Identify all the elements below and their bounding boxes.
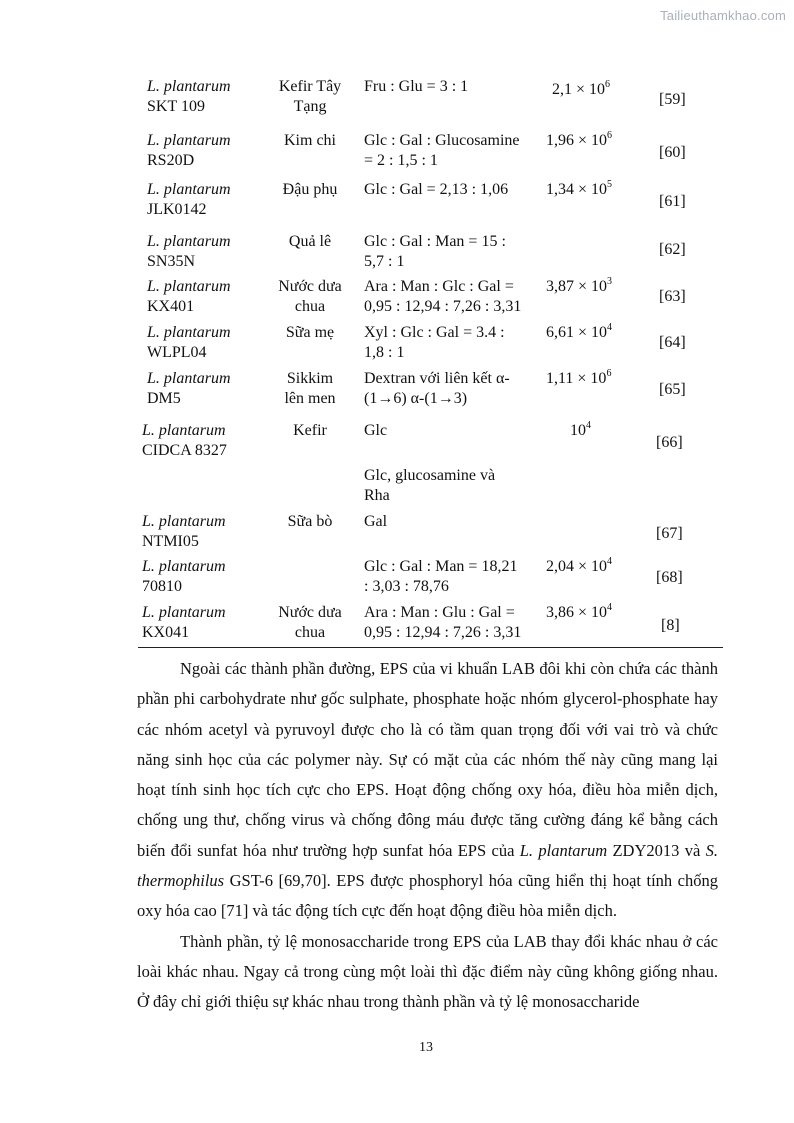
reference-cell: [64] [659, 334, 686, 351]
strain-name: RS20D [147, 152, 195, 169]
exponent: 4 [586, 419, 591, 431]
molecular-weight: $1,11 \times 10^6$ [546, 367, 612, 387]
watermark: Tailieuthamkhao.com [660, 8, 786, 23]
source-cell: Đậu phụ [282, 181, 338, 198]
exponent: 4 [607, 601, 613, 613]
source-cell: Sữa bò [287, 513, 333, 530]
composition-cell: Glc : Gal : Man = 15 : [364, 233, 506, 250]
reference-cell: [67] [656, 525, 683, 542]
organism-name: L. plantarum [147, 324, 231, 341]
source-cell-line2: Tạng [293, 98, 327, 115]
reference-cell: [60] [659, 144, 686, 161]
composition-cell-line2: 1,8 : 1 [364, 344, 405, 361]
organism-name: L. plantarum [147, 233, 231, 250]
exponent: 6 [605, 78, 611, 90]
organism-name: L. plantarum [142, 513, 226, 530]
source-cell: Nước dưa [278, 278, 342, 295]
composition-cell: Ara : Man : Glc : Gal = [364, 278, 514, 295]
source-cell: Sikkim [286, 370, 334, 387]
composition-cell-line2: : 3,03 : 78,76 [364, 578, 449, 595]
reference-cell: [68] [656, 569, 683, 586]
reference-cell: [65] [659, 381, 686, 398]
composition-cell: Glc [364, 422, 388, 439]
exponent: 4 [607, 555, 613, 567]
composition-cell: Fru : Glu = 3 : 1 [364, 78, 469, 95]
composition-cell-line2: = 2 : 1,5 : 1 [364, 152, 438, 169]
body-text [137, 654, 718, 1018]
organism-name: L. plantarum [142, 604, 226, 621]
composition-cell-line2: (1→6) α-(1→3) [364, 390, 468, 407]
molecular-weight: $2,04 \times 10^4$ [546, 555, 613, 575]
molecular-weight: $3,87 \times 10^3$ [546, 275, 613, 295]
source-cell: Sữa mẹ [285, 324, 335, 341]
organism-name: L. plantarum [147, 278, 231, 295]
strain-name: JLK0142 [147, 201, 207, 218]
composition-cell-line2: 5,7 : 1 [364, 253, 405, 270]
strain-name: WLPL04 [147, 344, 207, 361]
composition-cell: Xyl : Glc : Gal = 3.4 : [364, 324, 505, 341]
source-cell: Quả lê [288, 233, 332, 250]
source-cell-line2: chua [294, 298, 326, 315]
composition-cell-line2: 0,95 : 12,94 : 7,26 : 3,31 [364, 298, 522, 315]
paragraph-1: Ngoài các thành phần đường, EPS của vi khuẩn LAB đôi khi còn chứa các thành phần phi carbohydrate như gốc sulphate, phosphate hoặc nhóm glycerol-phosphate hay các nhóm acetyl và pyruvoyl được cho là có tầm quan trọng đối với vai trò và chức năng sinh học của các polymer này. Sự có mặt của các nhóm thế này cũng mang lại hoạt tính sinh học tích cực cho EPS. Hoạt động chống oxy hóa, điều hòa miễn dịch, chống ung thư, chống virus và chống đông máu được tăng cường đáng kể bằng cách biến đổi sunfat hóa như trường hợp sunfat hóa EPS của L. plantarum ZDY2013 và S. thermophilus GST-6 [69,70]. EPS được phosphoryl hóa cũng hiển thị hoạt tính chống oxy hóa cao [71] và tác động tích cực đến hoạt động điều hòa miễn dịch. [137, 659, 719, 921]
molecular-weight: $2,1 \times 10^6$ [552, 78, 611, 98]
reference-cell: [61] [659, 193, 686, 210]
page-number: 13 [419, 1040, 433, 1055]
source-cell-line2: chua [294, 624, 326, 641]
composition-cell-line2: 0,95 : 12,94 : 7,26 : 3,31 [364, 624, 522, 641]
strain-name: SN35N [147, 253, 196, 270]
strain-name: CIDCA 8327 [142, 442, 227, 459]
exponent: 6 [606, 367, 612, 379]
source-cell: Kefir [293, 422, 327, 439]
composition-cell: Glc, glucosamine và [364, 467, 496, 484]
organism-name: L. plantarum [147, 132, 231, 149]
composition-cell: Glc : Gal = 2,13 : 1,06 [364, 181, 509, 198]
reference-cell: [8] [661, 617, 680, 634]
composition-cell-line2: Rha [364, 487, 390, 504]
reference-cell: [62] [659, 241, 686, 258]
organism-name: L. plantarum [147, 78, 231, 95]
reference-cell: [59] [659, 91, 686, 108]
strain-name: DM5 [147, 390, 181, 407]
source-cell: Nước dưa [278, 604, 342, 621]
source-cell: Kefir Tây [278, 78, 342, 95]
composition-cell: Ara : Man : Glu : Gal = [364, 604, 515, 621]
reference-cell: [63] [659, 288, 686, 305]
strain-name: NTMI05 [142, 533, 199, 550]
exponent: 3 [607, 275, 613, 287]
organism-name: L. plantarum [142, 422, 226, 439]
exponent: 4 [607, 321, 613, 333]
molecular-weight: $1,34 \times 10^5$ [546, 178, 613, 198]
exponent: 6 [607, 129, 613, 141]
composition-cell: Glc : Gal : Glucosamine [364, 132, 520, 149]
composition-cell: Gal [364, 513, 388, 530]
reference-cell: [66] [656, 434, 683, 451]
source-cell-line2: lên men [284, 390, 336, 407]
composition-cell: Dextran với liên kết α- [364, 370, 510, 387]
molecular-weight: $10^4$ [570, 419, 591, 439]
paragraph-2: Thành phần, tỷ lệ monosaccharide trong EPS của LAB thay đổi khác nhau ở các loài khác nhau. Ngay cả trong cùng một loài thì đặc điểm này cũng không giống nhau. Ở đây chỉ giới thiệu sự khác nhau trong thành phần và tỷ lệ monosaccharide [137, 931, 718, 1012]
exponent: 5 [607, 178, 613, 190]
strain-name: 70810 [142, 578, 182, 595]
table-bottom-rule [138, 647, 723, 648]
organism-name: L. plantarum [147, 181, 231, 198]
composition-cell: Glc : Gal : Man = 18,21 [364, 558, 518, 575]
organism-name: L. plantarum [142, 558, 226, 575]
strain-name: KX041 [142, 624, 190, 641]
organism-name: L. plantarum [147, 370, 231, 387]
strain-name: SKT 109 [147, 98, 205, 115]
source-cell: Kim chi [284, 132, 336, 149]
molecular-weight: $3,86 \times 10^4$ [546, 601, 613, 621]
molecular-weight: $1,96 \times 10^6$ [546, 129, 613, 149]
strain-name: KX401 [147, 298, 195, 315]
molecular-weight: $6,61 \times 10^4$ [546, 321, 613, 341]
